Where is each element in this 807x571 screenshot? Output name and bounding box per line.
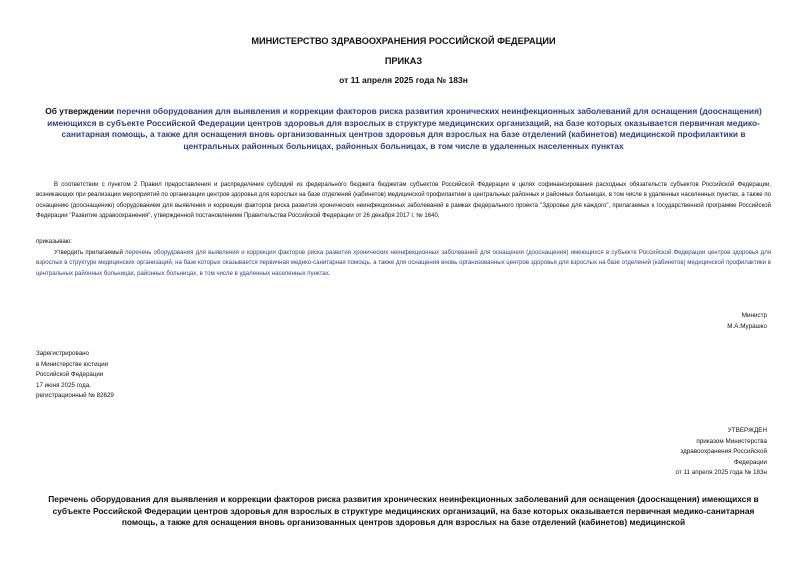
doc-date-number: от 11 апреля 2025 года № 183н	[339, 75, 468, 85]
approval-line: здравоохранения Российской	[680, 448, 767, 456]
order-title-prefix: Об утверждении	[45, 106, 117, 116]
signature-block	[727, 310, 767, 332]
ministry-heading: МИНИСТЕРСТВО ЗДРАВООХРАНЕНИЯ РОССИЙСКОЙ ФЕДЕРАЦИИ	[251, 36, 556, 46]
order-word: приказываю:	[36, 239, 72, 245]
approval-paragraph-prefix: Утвердить прилагаемый	[54, 250, 126, 256]
approval-line: УТВЕРЖДЕН	[727, 427, 767, 434]
preamble-paragraph: В соответствии с пунктом 2 Правил предоставления и распределения субсидий из федерального бюджета бюджетам субъектов Российской Федерации в целях софинансирования расходных обязательств субъектов Российской Федерации, возникающих при реализации мероприятий по организации центров здоровья для взрослых на базе отделений (кабинетов) медицинской профилактики в центральных районных и районных больницах, в том числе в удаленных населенных пунктах, а также по оснащению (дооснащению) оборудованием для выявления и коррекции факторов риска развития хронических неинфекционных заболеваний в рамках федерального проекта "Здоровье для каждого", прилагаемых к государственной программе Российской Федерации "Развитие здравоохранения", утвержденной постановлением Правительства Российской Федерации от 26 декабря 2017 г. № 1640,	[36, 182, 771, 220]
registration-line: Российской Федерации	[36, 371, 104, 379]
signature-position: Министр	[741, 312, 767, 319]
approval-stamp-block	[675, 426, 767, 479]
registration-line: 17 июня 2025 года,	[36, 381, 91, 389]
registration-block	[36, 349, 114, 402]
order-title-link[interactable]: перечня оборудования для выявления и коррекции факторов риска развития хронических неинфекционных заболеваний для оснащения (дооснащения) имеющихся в субъекте Российской Федерации центров здоровья для взрослых в структуре медицинских организаций, на базе которых оказывается первичная медико-санитарная помощь, а также для оснащения вновь организованных центров здоровья для взрослых на базе отделений (кабинетов) медицинской профилактики в центральных районных больницах, районных больницах, в том числе в удаленных населенных пунктах	[47, 106, 762, 151]
signature-name: М.А.Мурашко	[727, 323, 767, 330]
registration-line: Зарегистрировано	[36, 350, 89, 357]
approval-paragraph-link[interactable]: перечень оборудования для выявления и коррекции факторов риска развития хронических неинфекционных заболеваний для оснащения (дооснащения) имеющихся в субъекте Российской Федерации центров здоровья для взрослых в структуре медицинских организаций, на базе которых оказывается первичная медико-санитарная помощь, а также для оснащения вновь организованных центров здоровья для взрослых на базе отделений (кабинетов) медицинской профилактики в центральных районных больницах, районных больницах, в том числе в удаленных населенных пунктах	[36, 250, 771, 277]
registration-line: регистрационный № 82629	[36, 392, 114, 400]
approval-line: приказом Министерства	[696, 437, 767, 445]
registration-line: в Министерстве юстиции	[36, 360, 109, 368]
approval-line: от 11 апреля 2025 года № 183н	[675, 469, 767, 477]
order-title	[36, 106, 771, 152]
equipment-list-title: Перечень оборудования для выявления и коррекции факторов риска развития хронических неинфекционных заболеваний для оснащения (дооснащения) имеющихся в субъекте Российской Федерации центров здоровья для взрослых в структуре медицинских организаций, на базе которых оказывается первичная медико-санитарная помощь, а также для оснащения вновь организованных центров здоровья для взрослых на базе отделений (кабинетов) медицинской	[48, 494, 759, 528]
approval-line: Федерации	[734, 458, 767, 466]
approval-paragraph-suffix: .	[328, 270, 331, 277]
approval-paragraph	[36, 248, 771, 279]
doc-type-heading: ПРИКАЗ	[384, 56, 423, 66]
